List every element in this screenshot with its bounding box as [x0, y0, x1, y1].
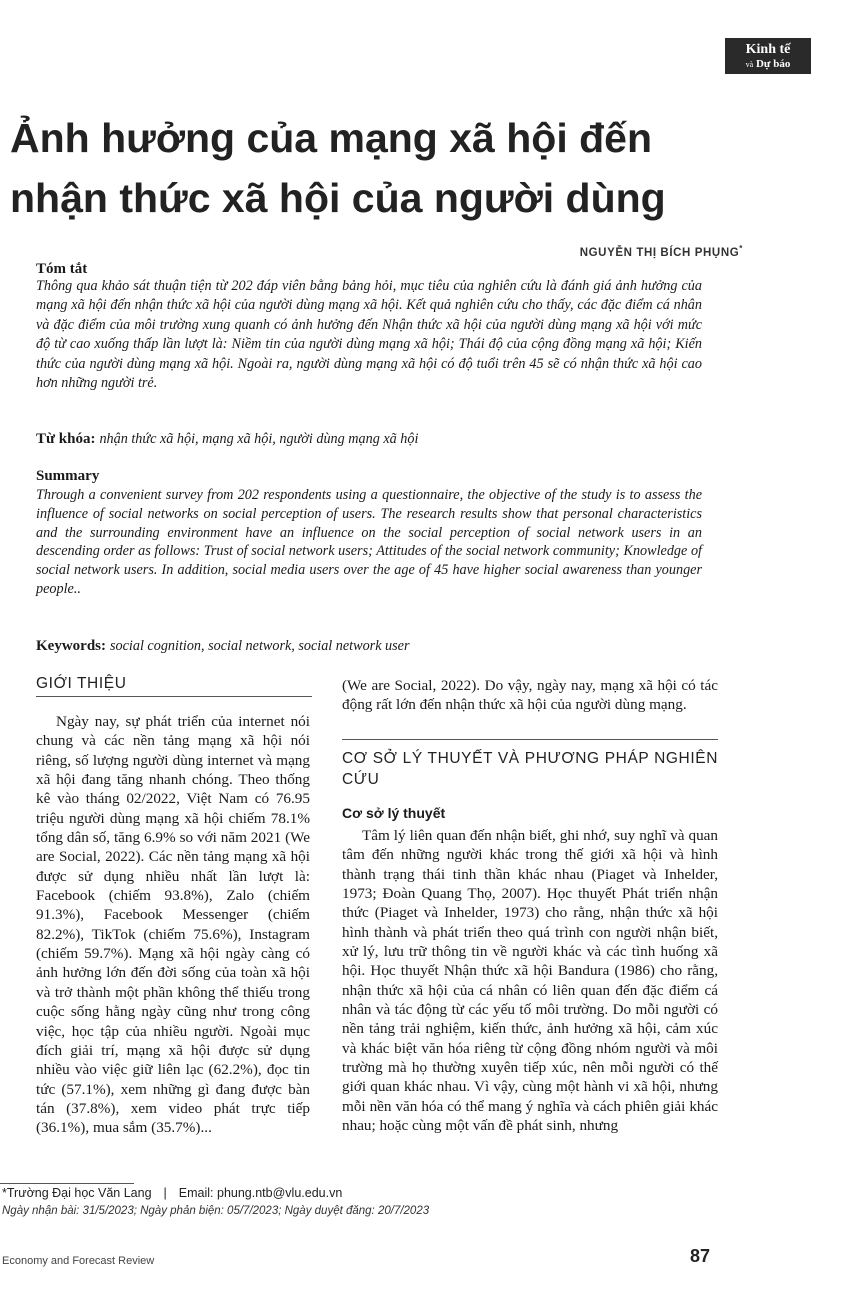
intro-body	[36, 712, 310, 1138]
theory-heading: CƠ SỞ LÝ THUYẾT VÀ PHƯƠNG PHÁP NGHIÊN CỨU	[342, 750, 718, 788]
author-text: NGUYỄN THỊ BÍCH PHỤNG	[579, 246, 740, 259]
abstract-vi-heading-text: Tóm tắt	[36, 261, 88, 277]
footnote-rule	[0, 1183, 134, 1184]
badge-line-2-small: và	[745, 60, 754, 69]
submission-dates: Ngày nhận bài: 31/5/2023; Ngày phản biện: 05/7/2023; Ngày duyệt đăng: 20/7/2023	[2, 1205, 430, 1217]
theory-paragraph: Tâm lý liên quan đến nhận biết, ghi nhớ, suy nghĩ và quan tâm đến những người khác trong thế giới xã hội và hình thành trạng thái tinh thần khác nhau (Piaget và Inhelder, 1973; Đoàn Quang Thọ, 2007). Học thuyết Phát triển nhận thức (Piaget và Inhelder, 1973) cho rằng, nhận thức xã hội hình thành và phát triển theo quá trình con người nhận biết, xử lý, lưu trữ thông tin về người khác và các tình huống xã hội. Học thuyết Nhận thức xã hội Bandura (1986) cho rằng, nhận thức xã hội của cá nhân có liên quan đến đặc điểm cá nhân và tác động từ các yếu tố môi trường. Do mỗi người có nền tảng trải nghiệm, kiến thức, ảnh hưởng xã hội, cảm xúc và khác biệt văn hóa riêng từ cộng đồng nhóm người và môi trường mà họ thường xuyên tiếp xúc, nên mỗi người có thế giới quan khác nhau. Vì vậy, cùng một hành vi xã hội, nhưng mỗi nền văn hóa có thể mang ý nghĩa và cách phiên giải khác nhau; hoặc cùng một vấn đề phát sinh, nhưng	[342, 827, 718, 1135]
page-number: 87	[690, 1246, 711, 1266]
intro-paragraph: Ngày nay, sự phát triển của internet nói chung và các nền tảng mạng xã hội nói riêng, số lượng người dùng internet và mạng xã hội đang tăng nhanh chóng. Theo thống kê vào tháng 02/2022, Việt Nam có 76.95 triệu người dùng mạng xã hội chiếm 78.1% tổng dân số, tăng 6.9% so với năm 2021 (We are Social, 2022). Các nền tảng mạng xã hội được sử dụng nhiều nhất lần lượt là: Facebook (chiếm 93.8%), Zalo (chiếm 91.3%), Facebook Messenger (chiếm 82.2%), TikTok (chiếm 75.6%), Instagram (chiếm 59.7%). Mạng xã hội ngày càng có ảnh hưởng lớn đến đời sống của toàn xã hội và trở thành một phần không thể thiếu trong cuộc sống hằng ngày cũng như trong công việc, học tập của nhiều người. Ngoài mục đích giải trí, mạng xã hội được sử dụng nhiều vào việc giữ liên lạc (62.2%), đọc tin tức (57.1%), xem những gì đang được bàn tán (37.8%), xem video phát trực tiếp (36.1%), mua sắm (35.7%)...	[36, 713, 310, 1137]
intro-heading: GIỚI THIỆU	[36, 675, 127, 692]
author-mark: *	[739, 244, 743, 253]
theory-subheading: Cơ sở lý thuyết	[342, 805, 446, 821]
intro-continuation-text: (We are Social, 2022). Do vậy, ngày nay, mạng xã hội có tác động rất lớn đến nhận thức xã hội của người dùng mạng.	[342, 677, 718, 714]
abstract-en-text: Through a convenient survey from 202 respondents using a questionnaire, the objective of the study is to assess the influence of social networks on social perception of users. The research results show that personal characteristics and the surrounding environment have an influence on the social perception of social network users in an descending order as follows: Trust of social network users; Attitudes of the social network community; Knowledge of social network users. In addition, social media users over the age of 45 have higher social awareness than younger people..	[36, 487, 702, 597]
badge-line-2	[725, 59, 811, 70]
theory-body	[342, 826, 718, 1136]
intro-continuation	[342, 676, 718, 715]
keywords-vi-value: nhận thức xã hội, mạng xã hội, người dùng mạng xã hội	[99, 431, 419, 447]
keywords-vi	[36, 430, 702, 448]
email-label: Email:	[178, 1186, 214, 1200]
keywords-en-label: Keywords:	[36, 638, 106, 654]
theory-heading-rule	[342, 739, 718, 740]
keywords-en-value: social cognition, social network, social network user	[110, 638, 410, 654]
footnote-affiliation	[2, 1186, 742, 1200]
journal-name: Economy and Forecast Review	[2, 1255, 155, 1267]
footnote-separator: |	[163, 1186, 167, 1200]
abstract-vi-heading	[36, 260, 702, 278]
keywords-en	[36, 637, 702, 655]
abstract-en-heading	[36, 467, 702, 485]
keywords-vi-label: Từ khóa:	[36, 431, 96, 447]
badge-line-2-main: Dự báo	[755, 58, 791, 70]
article-title: Ảnh hưởng của mạng xã hội đến nhận thức xã hội của người dùng	[10, 115, 666, 221]
author-name	[580, 244, 743, 259]
footnote-mark: *	[2, 1186, 7, 1200]
abstract-en-heading-text: Summary	[36, 468, 100, 484]
email-link[interactable]: phung.ntb@vlu.edu.vn	[217, 1186, 343, 1200]
badge-line-1: Kinh tế	[745, 42, 791, 57]
intro-heading-rule	[36, 696, 312, 697]
journal-badge	[725, 38, 811, 74]
abstract-vi-text: Thông qua khảo sát thuận tiện từ 202 đáp viên bằng bảng hỏi, mục tiêu của nghiên cứu là đánh giá ảnh hưởng của mạng xã hội đến nhận thức xã hội của người dùng mạng xã hội. Kết quả nghiên cứu cho thấy, các đặc điểm cá nhân và đặc điểm của môi trường xung quanh có ảnh hưởng đến Nhận thức xã hội của người dùng mạng xã hội với mức độ từ cao xuống thấp lần lượt là: Niềm tin của người dùng mạng xã hội; Thái độ của cộng đồng mạng xã hội; Kiến thức của người dùng mạng xã hội. Ngoài ra, người dùng mạng xã hội có độ tuổi trên 45 sẽ có nhận thức xã hội cao hơn những người trẻ.	[36, 278, 702, 392]
affiliation-text: Trường Đại học Văn Lang	[6, 1186, 152, 1200]
